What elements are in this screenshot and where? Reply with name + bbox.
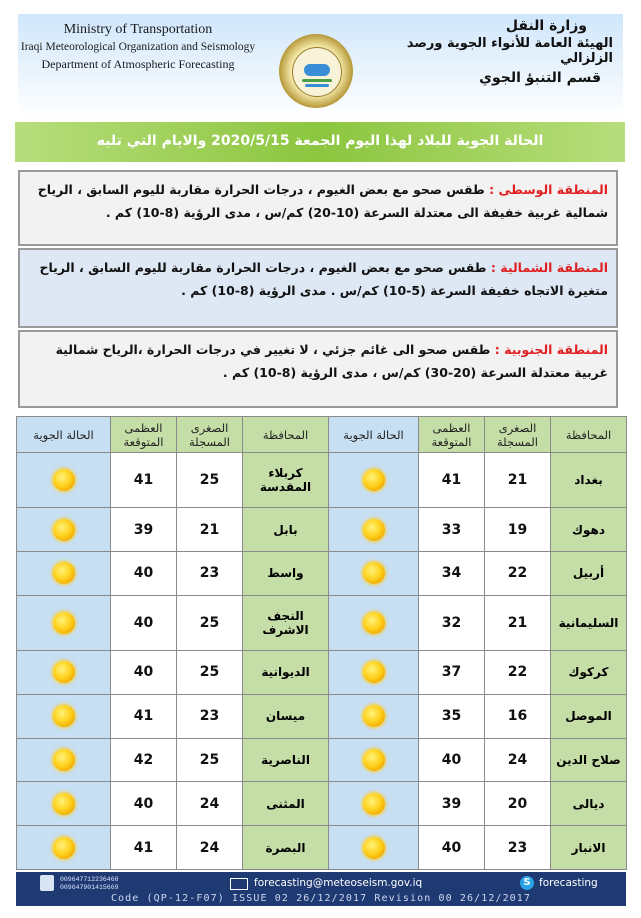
condition-cell bbox=[329, 738, 419, 782]
sunny-icon bbox=[53, 519, 75, 541]
sunny-icon bbox=[363, 793, 385, 815]
skype-icon: S bbox=[520, 876, 534, 890]
max-temp-cell: 39 bbox=[111, 508, 177, 552]
province-cell: النجف الاشرف bbox=[243, 595, 329, 650]
header-condition: الحالة الجوية bbox=[17, 417, 111, 453]
max-temp-cell: 40 bbox=[111, 782, 177, 826]
cloud-icon bbox=[304, 64, 330, 76]
province-cell: المثنى bbox=[243, 782, 329, 826]
sunny-icon bbox=[363, 519, 385, 541]
max-temp-cell: 34 bbox=[419, 552, 485, 596]
region-central bbox=[18, 170, 618, 246]
province-cell: بغداد bbox=[551, 453, 627, 508]
condition-cell bbox=[17, 508, 111, 552]
region-text: طقس صحو الى غائم جزئي ، لا تغيير في درجات الحرارة ،الرياح شمالية غربية معتدلة السرعة (20-30) كم/س ، مدى الرؤية (8-10) كم . bbox=[55, 342, 608, 380]
condition-cell bbox=[329, 508, 419, 552]
sunny-icon bbox=[363, 661, 385, 683]
max-temp-cell: 41 bbox=[111, 694, 177, 738]
organization-name-ar: الهيئة العامة للأنواء الجوية ورصد الزلزالي bbox=[406, 36, 613, 66]
province-cell: الناصرية bbox=[243, 738, 329, 782]
province-cell: الديوانية bbox=[243, 651, 329, 695]
phone-number: 009647901415669 bbox=[60, 884, 119, 891]
header-max: العظمى المتوقعة bbox=[419, 417, 485, 453]
phone-number: 009647712236468 bbox=[60, 876, 119, 883]
department-name-ar: قسم التنبؤ الجوي bbox=[479, 70, 601, 86]
logo-emblem bbox=[292, 47, 342, 97]
max-temp-cell: 41 bbox=[111, 453, 177, 508]
region-north bbox=[18, 248, 618, 328]
phone-icon bbox=[40, 875, 54, 891]
province-cell: بابل bbox=[243, 508, 329, 552]
min-temp-cell: 24 bbox=[485, 738, 551, 782]
sunny-icon bbox=[363, 562, 385, 584]
province-cell: دهوك bbox=[551, 508, 627, 552]
min-temp-cell: 21 bbox=[485, 453, 551, 508]
max-temp-cell: 41 bbox=[111, 826, 177, 870]
table-row bbox=[17, 552, 627, 596]
region-text: طقس صحو مع بعض الغيوم ، درجات الحرارة مقاربة لليوم السابق ، الرياح شمالية غربية خفيفة الى معتدلة السرعة (10-20) كم/س ، مدى الرؤية (8-10) كم . bbox=[37, 182, 608, 220]
condition-cell bbox=[17, 595, 111, 650]
skype-handle[interactable]: forecasting bbox=[539, 877, 598, 889]
min-temp-cell: 25 bbox=[177, 738, 243, 782]
condition-cell bbox=[329, 694, 419, 738]
table-row bbox=[17, 738, 627, 782]
footer-bar bbox=[16, 872, 626, 906]
province-cell: الموصل bbox=[551, 694, 627, 738]
department-name-en: Department of Atmospheric Forecasting bbox=[41, 57, 235, 71]
min-temp-cell: 22 bbox=[485, 651, 551, 695]
max-temp-cell: 40 bbox=[419, 738, 485, 782]
sunny-icon bbox=[53, 469, 75, 491]
province-cell: الانبار bbox=[551, 826, 627, 870]
province-cell: واسط bbox=[243, 552, 329, 596]
ministry-name-en: Ministry of Transportation bbox=[63, 22, 213, 37]
max-temp-cell: 35 bbox=[419, 694, 485, 738]
document-code: Code (QP-12-F07) ISSUE 02 26/12/2017 Revision 00 26/12/2017 bbox=[110, 893, 532, 904]
table-header-row bbox=[17, 417, 627, 453]
sunny-icon bbox=[363, 612, 385, 634]
min-temp-cell: 25 bbox=[177, 651, 243, 695]
min-temp-cell: 23 bbox=[177, 552, 243, 596]
phone-numbers bbox=[60, 876, 119, 892]
min-temp-cell: 21 bbox=[485, 595, 551, 650]
province-cell: كربلاء المقدسة bbox=[243, 453, 329, 508]
max-temp-cell: 37 bbox=[419, 651, 485, 695]
region-name: المنطقة الجنوبية : bbox=[494, 342, 608, 357]
min-temp-cell: 21 bbox=[177, 508, 243, 552]
min-temp-cell: 24 bbox=[177, 826, 243, 870]
page-title: الحالة الجوية للبلاد لهذا اليوم الجمعة 2020/5/15 والايام التي تليه bbox=[96, 133, 544, 149]
min-temp-cell: 25 bbox=[177, 595, 243, 650]
condition-cell bbox=[17, 826, 111, 870]
sunny-icon bbox=[53, 837, 75, 859]
sunny-icon bbox=[53, 612, 75, 634]
condition-cell bbox=[329, 782, 419, 826]
table-row bbox=[17, 782, 627, 826]
province-cell: أربيل bbox=[551, 552, 627, 596]
min-temp-cell: 25 bbox=[177, 453, 243, 508]
sunny-icon bbox=[53, 705, 75, 727]
condition-cell bbox=[17, 552, 111, 596]
max-temp-cell: 42 bbox=[111, 738, 177, 782]
table-row bbox=[17, 826, 627, 870]
max-temp-cell: 41 bbox=[419, 453, 485, 508]
header-min: الصغرى المسجلة bbox=[485, 417, 551, 453]
region-text: طقس صحو مع بعض الغيوم ، درجات الحرارة مقاربة لليوم السابق ، الرياح متغيرة الاتجاه خفيفة السرعة (5-10) كم/س . مدى الرؤية (8-10) كم . bbox=[39, 260, 608, 298]
province-cell: ديالى bbox=[551, 782, 627, 826]
province-cell: ميسان bbox=[243, 694, 329, 738]
header-max: العظمى المتوقعة bbox=[111, 417, 177, 453]
min-temp-cell: 20 bbox=[485, 782, 551, 826]
province-cell: السليمانية bbox=[551, 595, 627, 650]
sunny-icon bbox=[53, 661, 75, 683]
condition-cell bbox=[17, 651, 111, 695]
organization-name-en: Iraqi Meteorological Organization and Seismology bbox=[20, 41, 256, 53]
sunny-icon bbox=[363, 469, 385, 491]
ministry-name-ar: وزارة النقل bbox=[505, 18, 587, 34]
min-temp-cell: 16 bbox=[485, 694, 551, 738]
region-south bbox=[18, 330, 618, 408]
max-temp-cell: 40 bbox=[111, 552, 177, 596]
header-province: المحافظة bbox=[243, 417, 329, 453]
header-province: المحافظة bbox=[551, 417, 627, 453]
min-temp-cell: 23 bbox=[177, 694, 243, 738]
max-temp-cell: 40 bbox=[419, 826, 485, 870]
sunny-icon bbox=[363, 705, 385, 727]
sunny-icon bbox=[53, 793, 75, 815]
email-icon bbox=[230, 878, 248, 890]
wave-icon bbox=[305, 84, 329, 87]
province-cell: البصرة bbox=[243, 826, 329, 870]
max-temp-cell: 33 bbox=[419, 508, 485, 552]
condition-cell bbox=[17, 782, 111, 826]
email-link[interactable]: forecasting@meteoseism.gov.iq bbox=[254, 877, 423, 889]
sunny-icon bbox=[53, 749, 75, 771]
region-name: المنطقة الوسطى : bbox=[489, 182, 608, 197]
condition-cell bbox=[329, 552, 419, 596]
min-temp-cell: 24 bbox=[177, 782, 243, 826]
condition-cell bbox=[17, 738, 111, 782]
condition-cell bbox=[17, 694, 111, 738]
header-banner bbox=[18, 14, 623, 118]
wave-icon bbox=[302, 79, 332, 82]
sunny-icon bbox=[53, 562, 75, 584]
header-arabic bbox=[388, 18, 613, 86]
organization-logo bbox=[279, 34, 353, 108]
header-condition: الحالة الجوية bbox=[329, 417, 419, 453]
sunny-icon bbox=[363, 749, 385, 771]
min-temp-cell: 22 bbox=[485, 552, 551, 596]
table-row bbox=[17, 595, 627, 650]
province-cell: صلاح الدين bbox=[551, 738, 627, 782]
table-row bbox=[17, 508, 627, 552]
title-bar bbox=[15, 122, 625, 162]
condition-cell bbox=[329, 595, 419, 650]
header-english bbox=[18, 22, 258, 72]
condition-cell bbox=[329, 453, 419, 508]
min-temp-cell: 19 bbox=[485, 508, 551, 552]
max-temp-cell: 39 bbox=[419, 782, 485, 826]
region-name: المنطقة الشمالية : bbox=[490, 260, 608, 275]
weather-table bbox=[16, 416, 627, 870]
min-temp-cell: 23 bbox=[485, 826, 551, 870]
condition-cell bbox=[329, 651, 419, 695]
header-min: الصغرى المسجلة bbox=[177, 417, 243, 453]
condition-cell bbox=[17, 453, 111, 508]
condition-cell bbox=[329, 826, 419, 870]
max-temp-cell: 40 bbox=[111, 595, 177, 650]
table-row bbox=[17, 651, 627, 695]
max-temp-cell: 32 bbox=[419, 595, 485, 650]
province-cell: كركوك bbox=[551, 651, 627, 695]
table-row bbox=[17, 453, 627, 508]
sunny-icon bbox=[363, 837, 385, 859]
table-row bbox=[17, 694, 627, 738]
max-temp-cell: 40 bbox=[111, 651, 177, 695]
